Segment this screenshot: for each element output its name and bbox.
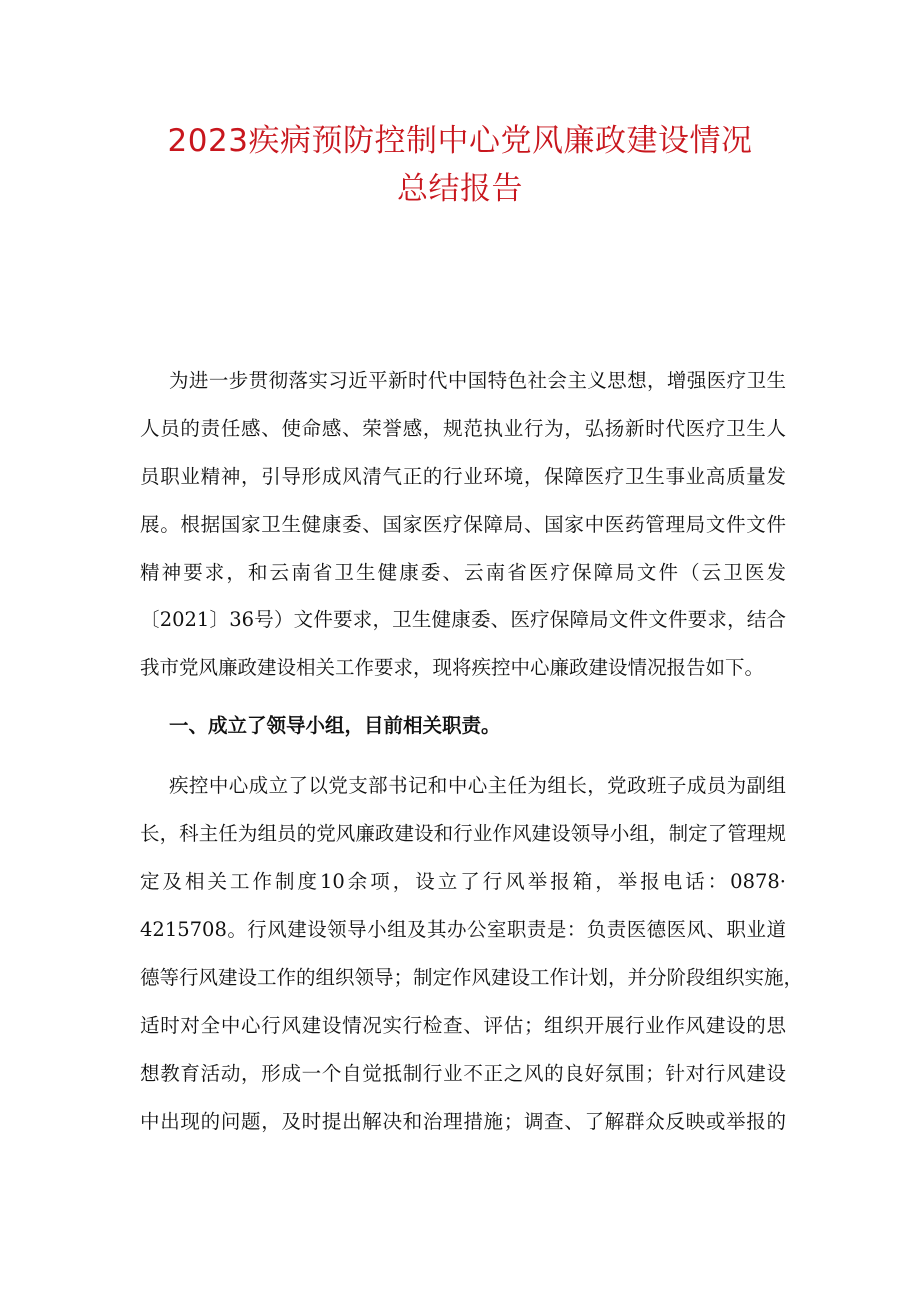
paragraph-2-line: 想教育活动，形成一个自觉抵制行业不正之风的良好氛围；针对行风建设 [140, 1062, 786, 1085]
paragraph-2-line: 长，科主任为组员的党风廉政建设和行业作风建设领导小组，制定了管理规 [140, 822, 786, 845]
paragraph-2-line: 定及相关工作制度10余项，设立了行风举报箱，举报电话：0878· [140, 870, 786, 893]
paragraph-1-line: 〔2021〕36号）文件要求，卫生健康委、医疗保障局文件文件要求，结合 [140, 608, 786, 631]
document-title-line-2: 总结报告 [397, 171, 523, 207]
paragraph-1-line: 为进一步贯彻落实习近平新时代中国特色社会主义思想，增强医疗卫生 [169, 369, 786, 392]
section-1-heading: 一、成立了领导小组，目前相关职责。 [169, 714, 501, 737]
paragraph-1-line: 员职业精神，引导形成风清气正的行业环境，保障医疗卫生事业高质量发 [140, 465, 786, 488]
paragraph-1-line: 精神要求，和云南省卫生健康委、云南省医疗保障局文件（云卫医发 [140, 561, 786, 584]
paragraph-2-line: 适时对全中心行风建设情况实行检查、评估；组织开展行业作风建设的思 [140, 1014, 786, 1037]
paragraph-1-line: 我市党风廉政建设相关工作要求，现将疾控中心廉政建设情况报告如下。 [140, 656, 765, 679]
document-title-line-1: 2023疾病预防控制中心党风廉政建设情况 [167, 123, 753, 159]
paragraph-2-line: 中出现的问题，及时提出解决和治理措施；调查、了解群众反映或举报的 [140, 1110, 786, 1133]
paragraph-1-line: 人员的责任感、使命感、荣誉感，规范执业行为，弘扬新时代医疗卫生人 [140, 417, 786, 440]
paragraph-2-line: 疾控中心成立了以党支部书记和中心主任为组长，党政班子成员为副组 [169, 774, 786, 797]
paragraph-1-line: 展。根据国家卫生健康委、国家医疗保障局、国家中医药管理局文件文件 [140, 513, 786, 536]
paragraph-2-line: 4215708。行风建设领导小组及其办公室职责是：负责医德医风、职业道 [140, 918, 786, 941]
paragraph-2-line: 德等行风建设工作的组织领导；制定作风建设工作计划，并分阶段组织实施， [140, 966, 804, 989]
